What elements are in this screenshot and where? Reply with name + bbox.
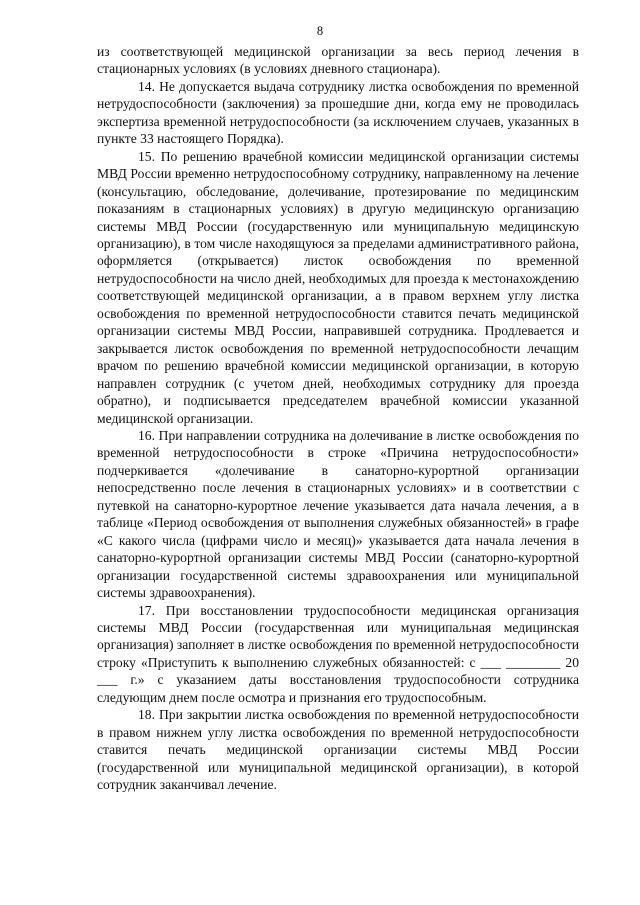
paragraph-18: 18. При закрытии листка освобождения по временной нетрудоспособности в правом нижнем углу листка освобождения по временной нетрудоспособности ставится печать медицинской организации системы МВД России (государственной или муниципальной медицинской организации), в которой сотрудник заканчивал лечение. [97,707,579,793]
page-number: 8 [316,24,324,38]
paragraph-16: 16. При направлении сотрудника на долечивание в листке освобождения по временной нетрудоспособности в строке «Причина нетрудоспособности» подчеркивается «долечивание в санаторно-курортной организации непосредственно после лечения в стационарных условиях» и в соответствии с путевкой на санаторно-курортное лечение указывается дата начала лечения, а в таблице «Период освобождения от выполнения служебных обязанностей» в графе «С какого числа (цифрами число и месяц)» указывается дата начала лечения в санаторно-курортной организации системы МВД России (санаторно-курортной организации государственной системы здравоохранения или муниципальной системы здравоохранения). [97,427,579,601]
paragraph-15: 15. По решению врачебной комиссии медицинской организации системы МВД России временно нетрудоспособному сотруднику, направленному на лечение (консультацию, обследование, долечивание, протезирование по медицинским показаниям в стационарных условиях) в другую медицинскую организацию системы МВД России (государственную или муниципальную медицинскую организацию), в том числе находящуюся за пределами административного района, оформляется (открывается) листок освобождения по временной нетрудоспособности на число дней, необходимых для проезда к местонахождению соответствующей медицинской организации, а в правом верхнем углу листка освобождения по временной нетрудоспособности ставится печать медицинской организации системы МВД России, направившей сотрудника. Продлевается и закрывается листок освобождения по временной нетрудоспособности лечащим врачом по решению врачебной комиссии медицинской организации, в которую направлен сотрудник (с учетом дней, необходимых сотруднику для проезда обратно), и подписывается председателем врачебной комиссии указанной медицинской организации. [97,148,579,426]
paragraph-14: 14. Не допускается выдача сотруднику листка освобождения по временной нетрудоспособности (заключения) за прошедшие дни, когда ему не проводилась экспертиза временной нетрудоспособности (за исключением случаев, указанных в пункте 33 настоящего Порядка). [97,78,579,147]
paragraph-17: 17. При восстановлении трудоспособности медицинская организация системы МВД России (государственная или муниципальная медицинская организация) заполняет в листке освобождения по временной нетрудоспособности строку «Приступить к выполнению служебных обязанностей: с ___ ________ 20 ___ г.» с указанием даты восстановления трудоспособности сотрудника следующим днем после осмотра и признания его трудоспособным. [97,602,579,705]
document-body [97,43,579,793]
paragraph-continuation: из соответствующей медицинской организации за весь период лечения в стационарных условиях (в условиях дневного стационара). [97,44,579,77]
